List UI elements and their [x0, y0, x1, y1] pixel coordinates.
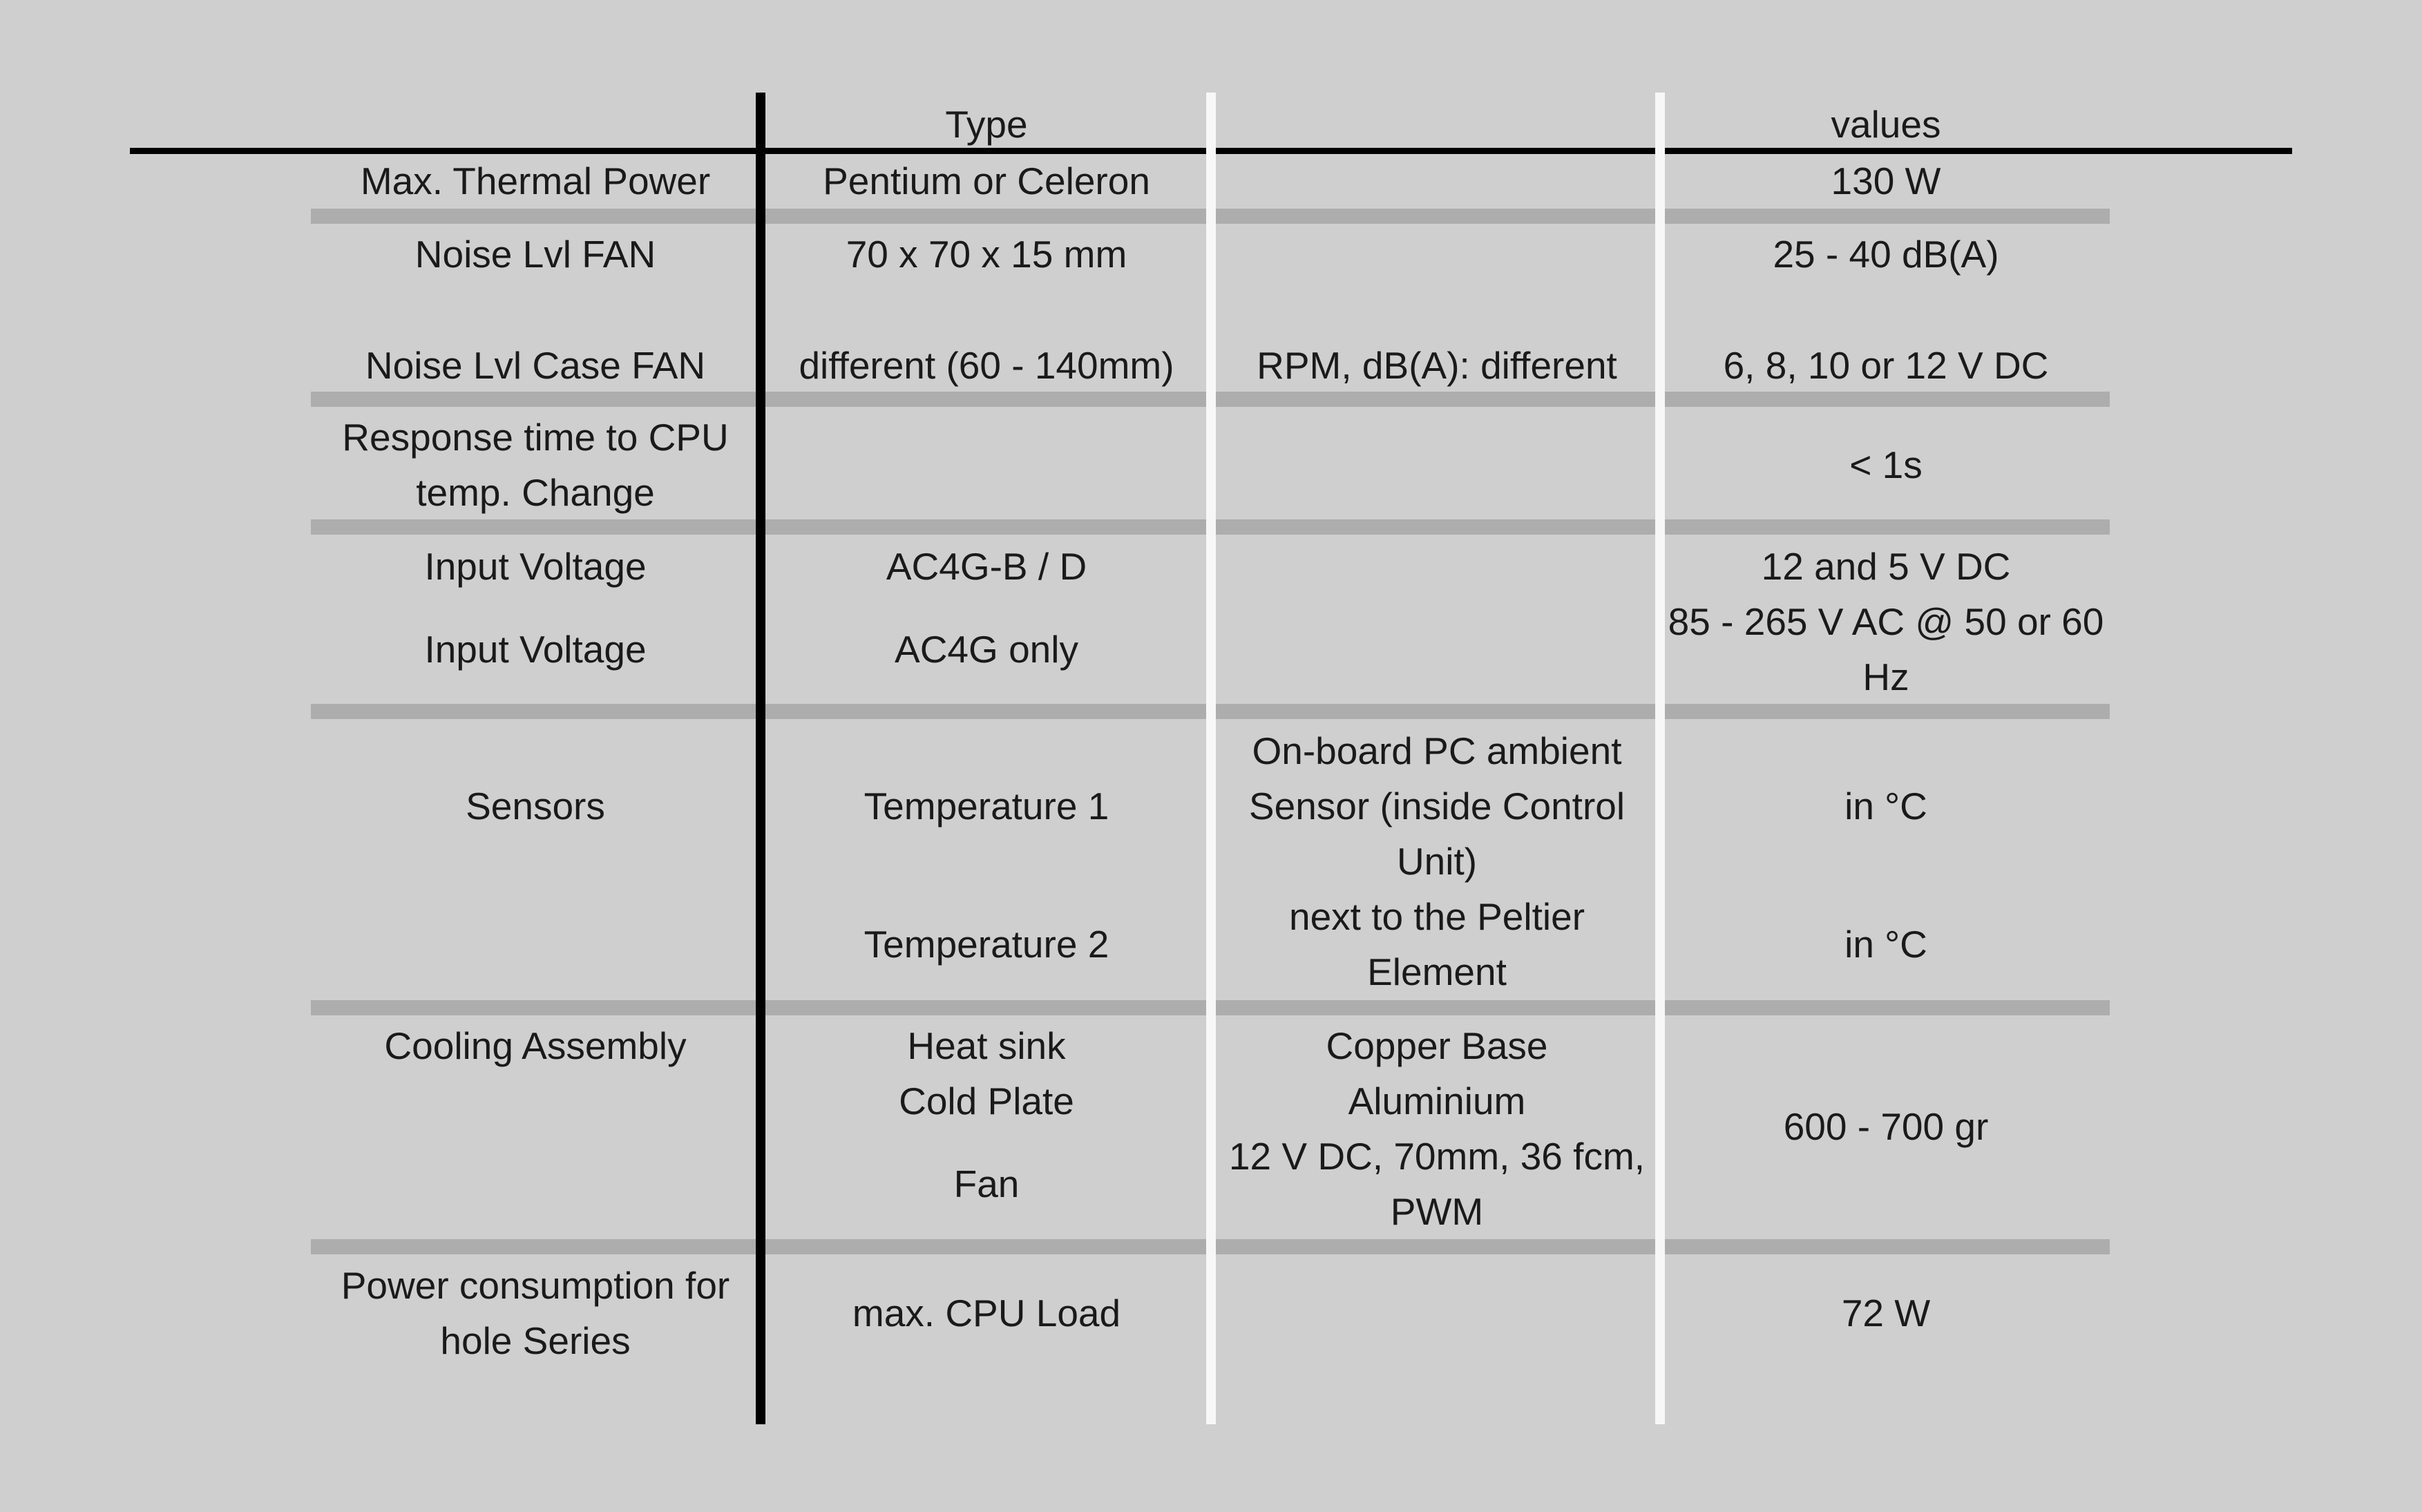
row-label: Input Voltage — [424, 545, 647, 588]
row-type: Temperature 2 — [864, 923, 1109, 966]
row-value-line: 85 - 265 V AC @ 50 or 60 — [1668, 600, 2104, 643]
row-type: AC4G-B / D — [886, 545, 1087, 588]
row-type: max. CPU Load — [852, 1292, 1121, 1334]
row-label: Max. Thermal Power — [360, 160, 711, 202]
header-type: Type — [945, 103, 1028, 146]
row-type: different (60 - 140mm) — [799, 344, 1174, 387]
row-detail-line: Unit) — [1396, 840, 1478, 883]
row-label: Cooling Assembly — [384, 1024, 687, 1067]
row-value: in °C — [1844, 785, 1927, 827]
row-label-line: hole Series — [440, 1319, 631, 1362]
row-detail-line: Aluminium — [1348, 1080, 1526, 1122]
row-type-line: Fan — [953, 1162, 1020, 1205]
row-type-line: Heat sink — [907, 1024, 1066, 1067]
column-divider-label — [756, 93, 765, 1424]
row-value: 6, 8, 10 or 12 V DC — [1723, 344, 2049, 387]
row-label: Noise Lvl FAN — [414, 233, 656, 276]
row-detail-line: Sensor (inside Control — [1248, 785, 1625, 827]
row-detail-line: 12 V DC, 70mm, 36 fcm, — [1228, 1135, 1646, 1178]
row-value-line: Hz — [1862, 655, 1909, 698]
row-type-line: Cold Plate — [899, 1080, 1074, 1122]
row-detail-line: On-board PC ambient — [1252, 729, 1622, 772]
row-detail-line: Copper Base — [1326, 1024, 1548, 1067]
row-value: < 1s — [1849, 443, 1923, 486]
row-type: AC4G only — [895, 628, 1078, 671]
row-value: 25 - 40 dB(A) — [1773, 233, 1999, 276]
header-values: values — [1831, 103, 1941, 146]
row-label: Noise Lvl Case FAN — [365, 344, 706, 387]
row-value: in °C — [1844, 923, 1927, 966]
row-detail-line: Element — [1367, 950, 1507, 993]
row-type: Pentium or Celeron — [823, 160, 1150, 202]
row-value: 130 W — [1831, 160, 1941, 202]
row-label-line: Power consumption for — [341, 1264, 730, 1307]
row-label-line: Response time to CPU — [342, 416, 729, 459]
row-value: 12 and 5 V DC — [1761, 545, 2011, 588]
row-type: Temperature 1 — [864, 785, 1109, 827]
row-label: Input Voltage — [424, 628, 647, 671]
row-label: Sensors — [466, 785, 605, 827]
row-value: 600 - 700 gr — [1783, 1105, 1989, 1148]
row-detail-line: next to the Peltier — [1288, 895, 1585, 938]
column-divider-detail — [1655, 93, 1665, 1424]
row-value: 72 W — [1841, 1292, 1931, 1334]
column-divider-type — [1206, 93, 1216, 1424]
row-detail-line: PWM — [1390, 1190, 1484, 1233]
row-detail: RPM, dB(A): different — [1257, 344, 1617, 387]
row-type: 70 x 70 x 15 mm — [846, 233, 1127, 276]
row-label-line: temp. Change — [416, 471, 655, 514]
